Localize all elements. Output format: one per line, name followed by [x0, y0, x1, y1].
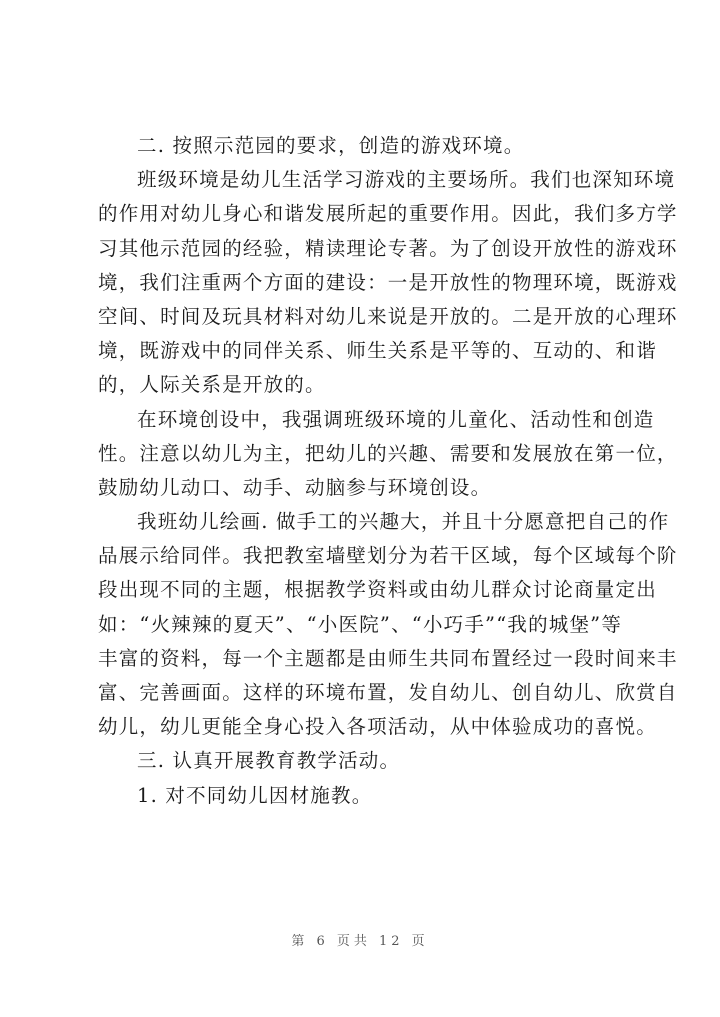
document-line: 在环境创设中，我强调班级环境的儿童化、活动性和创造	[137, 407, 655, 431]
document-line: 我班幼儿绘画. 做手工的兴趣大，并且十分愿意把自己的作	[137, 510, 670, 534]
document-line: 性。注意以幼儿为主，把幼儿的兴趣、需要和发展放在第一位，	[98, 441, 678, 465]
document-line: 的，人际关系是开放的。	[98, 373, 326, 397]
document-body	[98, 129, 678, 813]
document-line: 鼓励幼儿动口、动手、动脑参与环境创设。	[98, 475, 492, 499]
document-line: 1. 对不同幼儿因材施教。	[137, 783, 373, 807]
document-line: 习其他示范园的经验，精读理论专著。为了创设开放性的游戏环	[98, 236, 678, 260]
page-number-footer: 第 6 页共 12 页	[291, 934, 429, 949]
document-line: 如：“火辣辣的夏天”、“小医院”、“小巧手”“我的城堡”等	[98, 612, 623, 636]
document-line: 境，我们注重两个方面的建设：一是开放性的物理环境，既游戏	[98, 270, 678, 294]
document-line: 班级环境是幼儿生活学习游戏的主要场所。我们也深知环境	[137, 168, 676, 192]
document-line: 幼儿，幼儿更能全身心投入各项活动，从中体验成功的喜悦。	[98, 715, 657, 739]
document-line: 富、完善画面。这样的环境布置，发自幼儿、创自幼儿、欣赏自	[98, 681, 678, 704]
document-line: 丰富的资料，每一个主题都是由师生共同布置经过一段时间来丰	[98, 646, 678, 670]
document-line: 品展示给同伴。我把教室墙壁划分为若干区域，每个区域每个阶	[98, 544, 678, 568]
document-line: 二. 按照示范园的要求，创造的游戏环境。	[137, 134, 525, 157]
document-line: 境，既游戏中的同伴关系、师生关系是平等的、互动的、和谐	[98, 339, 657, 363]
document-line: 段出现不同的主题，根据教学资料或由幼儿群众讨论商量定出	[98, 578, 657, 602]
document-line: 的作用对幼儿身心和谐发展所起的重要作用。因此，我们多方学	[98, 202, 678, 226]
document-line: 三. 认真开展教育教学活动。	[137, 749, 401, 773]
document-line: 空间、时间及玩具材料对幼儿来说是开放的。二是开放的心理环	[98, 304, 678, 328]
